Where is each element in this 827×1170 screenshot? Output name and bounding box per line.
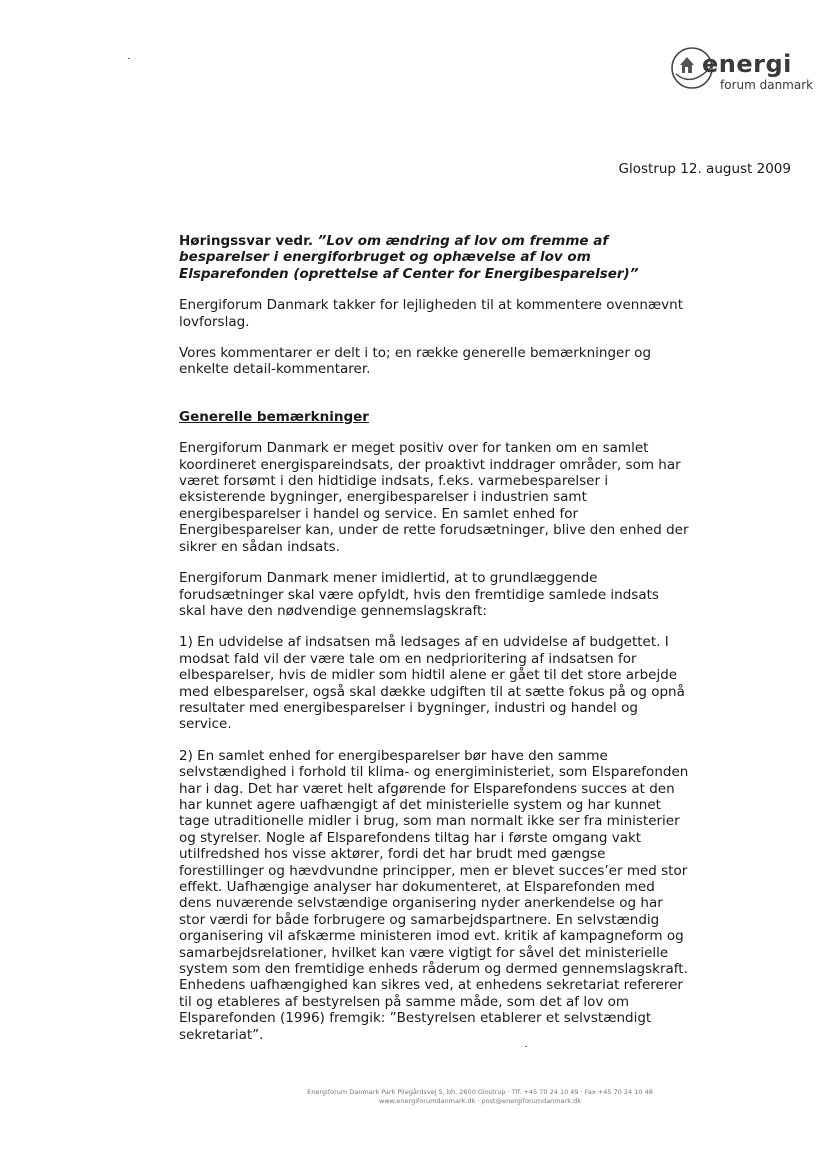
letter-body [179,233,689,1058]
heading-title: ”Lov om ændring af lov om fremme af besparelser i energiforbruget og ophævelse af lov om Elsparefonden (oprettelse af Center for Energibesparelser)” [179,233,639,282]
letter-date: Glostrup 12. august 2009 [618,161,791,177]
footer-web: www.energiforumdanmark.dk · post@energiforumdanmark.dk [378,1097,582,1105]
section-title: Generelle bemærkninger [179,408,369,425]
logo-wordmark: energi [702,50,792,78]
heading-prefix: Høringssvar vedr. [179,233,318,249]
energiforum-logo [668,44,814,104]
page-footer [270,1088,690,1106]
scan-speck [128,58,130,59]
body-paragraph: 2) En samlet enhed for energibesparelser bør have den samme selvstændighed i forhold til klima- og energiministeriet, som Elsparefonden har i dag. Det har været helt afgørende for Elsparefondens succes at den har kunnet agere uafhængigt af det ministerielle system og har kunnet tage utraditionelle midler i brug, som man normalt ikke ser fra ministerier og styrelser. Nogle af Elsparefondens tiltag har i første omgang vakt utilfredshed hos visse aktører, fordi det har brudt med gængse forestillinger og hævdvundne principper, men er blevet succes’er med stor effekt. Uafhængige analyser har dokumenteret, at Elsparefonden med dens nuværende selvstændige organisering nyder anerkendelse og har stor værdi for både forbrugere og samarbejdspartnere. En selvstændig organisering vil afskærme ministeren imod evt. kritik af kampagneform og samarbejdsrelationer, hvilket kan være vigtigt for såvel det ministerielle system som den fremtidige enheds råderum og dermed gennemslagskraft. Enhedens uafhængighed kan sikres ved, at enhedens sekretariat refererer til og etableres af bestyrelsen på samme måde, som det af lov om Elsparefonden (1996) fremgik: ”Bestyrelsen etablerer et selvstændigt sekretariat”. [179,747,689,1043]
footer-address: Energiforum Danmark Park Pilegårdsvej 5, bh. 2600 Glostrup · Tlf. +45 70 24 10 49 · Fax +45 70 24 10 48 [307,1088,653,1096]
body-paragraph: Energiforum Danmark er meget positiv over for tanken om en samlet koordineret energispareindsats, der proaktivt inddrager områder, som har været forsømt i den hidtidige indsats, f.eks. varmebesparelser i eksisterende bygninger, energibesparelser i industrien samt energibesparelser i handel og service. En samlet enhed for Energibesparelser kan, under de rette forudsætninger, blive den enhed der sikrer en sådan indsats. [179,440,689,555]
intro-paragraph: Energiforum Danmark takker for lejligheden til at kommentere ovennævnt lovforslag. [179,297,683,330]
logo-subtitle: forum danmark [720,78,814,92]
body-paragraph: 1) En udvidelse af indsatsen må ledsages af en udvidelse af budgettet. I modsat fald vil der være tale om en nedprioritering af indsatsen for elbesparelser, hvis de midler som hidtil alene er gået til det store arbejde med elbesparelser, også skal dække udgiften til at sætte fokus på og opnå resultater med energibesparelser i bygninger, industri og handel og service. [179,634,685,733]
letter-heading [179,233,689,282]
body-paragraph: Energiforum Danmark mener imidlertid, at to grundlæggende forudsætninger skal være opfyldt, hvis den fremtidige samlede indsats skal have den nødvendige gennemslagskraft: [179,570,659,619]
intro-paragraph: Vores kommentarer er delt i to; en række generelle bemærkninger og enkelte detail-kommentarer. [179,345,652,378]
